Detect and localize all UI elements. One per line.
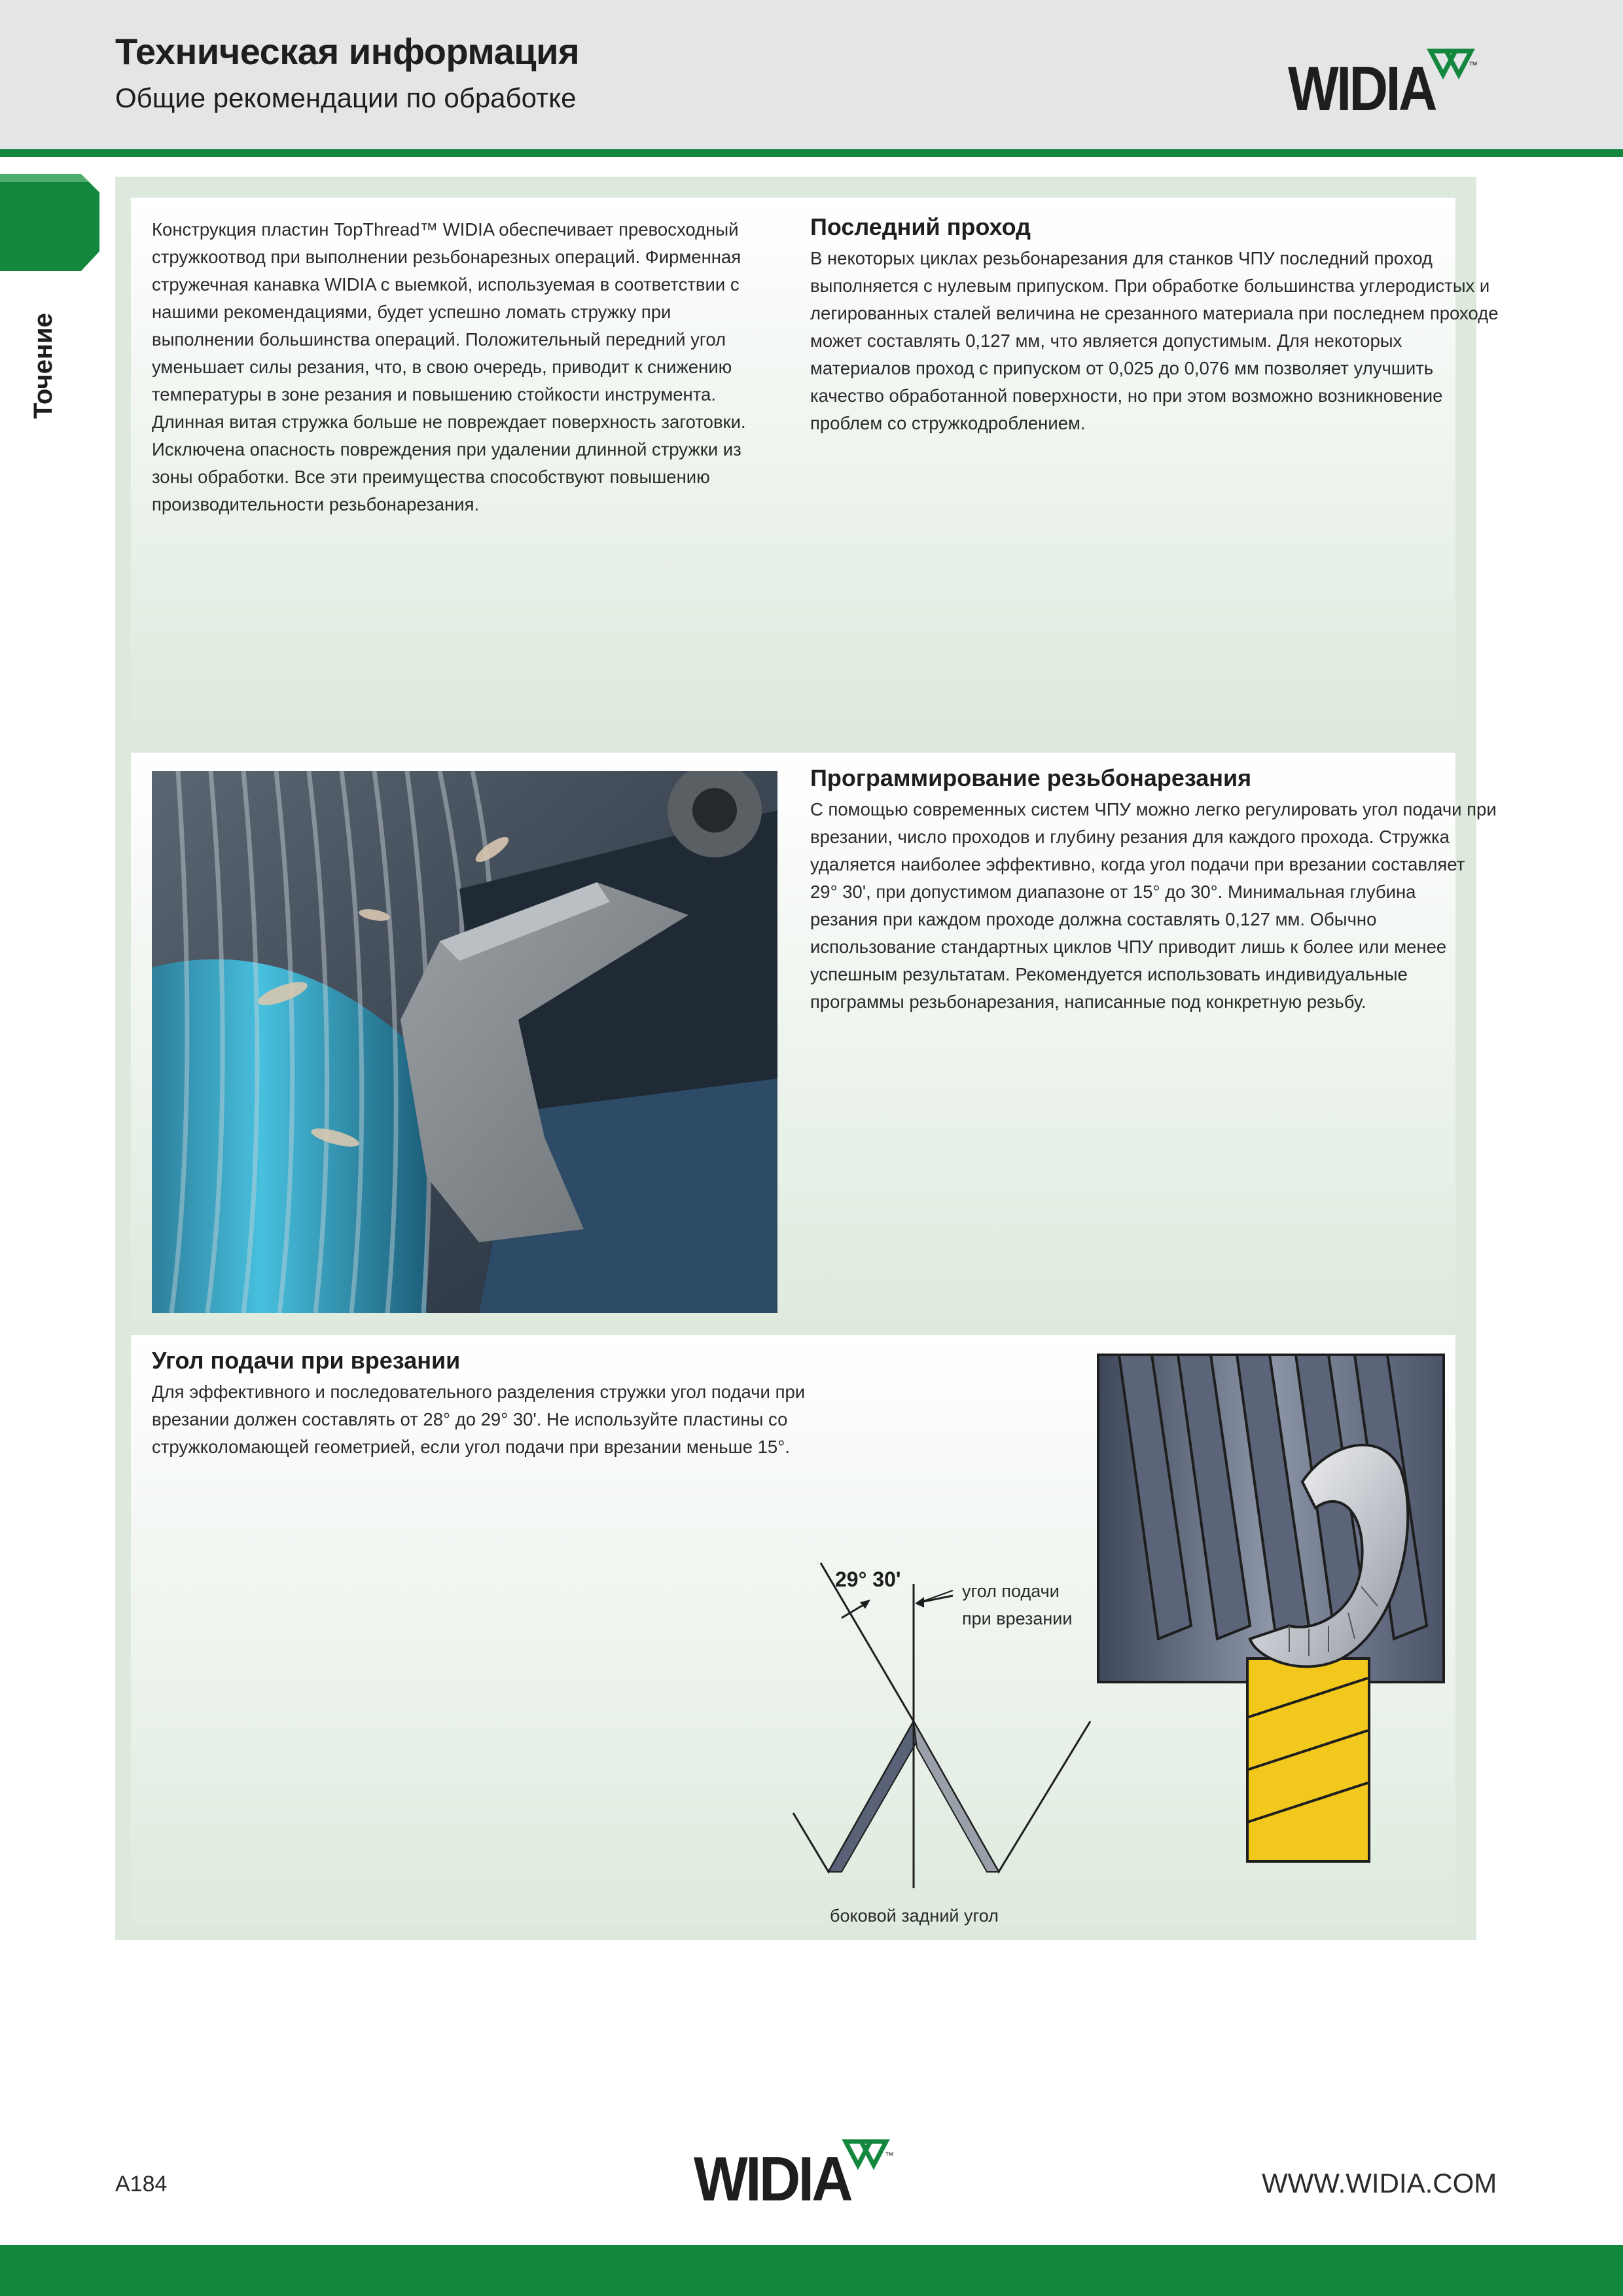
header-divider: [0, 149, 1623, 157]
angle-label: 29° 30': [835, 1568, 901, 1591]
svg-text:™: ™: [1469, 60, 1478, 70]
infeed-paragraph: Для эффективного и последовательного разделения стружки угол подачи при врезании должен составлять от 28° до 29° 30'. Не используйте пластины со стружколомающей геометрией, если угол подачи при врезании меньше 15°.: [152, 1382, 806, 1457]
section-tab-marker: [0, 174, 101, 275]
page-title: Техническая информация: [115, 31, 580, 72]
footer-bar: [0, 2245, 1623, 2296]
svg-text:WIDIA: WIDIA: [694, 2144, 852, 2210]
programming-paragraph: С помощью современных систем ЧПУ можно легко регулировать угол подачи при врезании, число проходов и глубину резания для каждого прохода. Стружка удаляется наиболее эффективно, когда угол подачи при врезании составляет 29° 30', при допустимом диапазоне от 15° до 30°. Минимальная глубина резания при каждом проходе должна составлять 0,127 мм. Обычно использование стандартных циклов ЧПУ приводит лишь к более или менее успешным результатам. Рекомендуется использовать индивидуальные программы резьбонарезания, написанные под конкретную резьбу.: [810, 799, 1497, 1012]
svg-text:WIDIA: WIDIA: [1288, 54, 1436, 119]
threading-photo: [152, 771, 777, 1313]
section-tab-label: Точение: [29, 313, 58, 419]
widia-logo-header: [1288, 41, 1484, 122]
last-pass-paragraph: В некоторых циклах резьбонарезания для станков ЧПУ последний проход выполняется с нулевым припуском. При обработке большинства углеродистых и легированных сталей величина не срезанного материала при последнем проходе может составлять 0,127 мм, что является допустимым. Для некоторых материалов проход с припуском от 0,025 до 0,076 мм позволяет улучшить качество обработанной поверхности, но при этом возможно возникновение проблем со стружкодроблением.: [810, 248, 1499, 433]
intro-paragraph: Конструкция пластин TopThread™ WIDIA обеспечивает превосходный стружкоотвод при выполнении резьбонарезных операций. Фирменная стружечная канавка WIDIA с выемкой, используемая в соответствии с нашими рекомендациями, будет успешно ломать стружку при выполнении большинства операций. Положительный передний угол уменьшает силы резания, что, в свою очередь, приводит к снижению температуры в зоне резания и повышению стойкости инструмента. Длинная витая стружка больше не повреждает поверхность заготовки. Исключена опасность повреждения при удалении длинной стружки из зоны обработки. Все эти преимущества способствуют повышению производительности резьбонарезания.: [152, 219, 746, 514]
website-link[interactable]: WWW.WIDIA.COM: [1262, 2168, 1497, 2198]
page-subtitle: Общие рекомендации по обработке: [115, 82, 577, 113]
widia-logo-footer: [694, 2131, 903, 2213]
widia-logo-icon: [1288, 41, 1484, 119]
widia-logo-icon: [694, 2131, 903, 2210]
last-pass-heading: Последний проход: [810, 213, 1031, 240]
svg-text:™: ™: [885, 2150, 894, 2161]
infeed-heading: Угол подачи при врезании: [152, 1347, 461, 1374]
infeed-label-line1: угол подачи: [962, 1581, 1060, 1601]
flank-angle-label: боковой задний угол: [830, 1906, 999, 1926]
chip-formation-illustration: [1093, 1351, 1446, 1868]
programming-heading: Программирование резьбонарезания: [810, 764, 1252, 791]
infeed-label-line2: при врезании: [962, 1609, 1073, 1628]
page-number: A184: [115, 2172, 168, 2197]
